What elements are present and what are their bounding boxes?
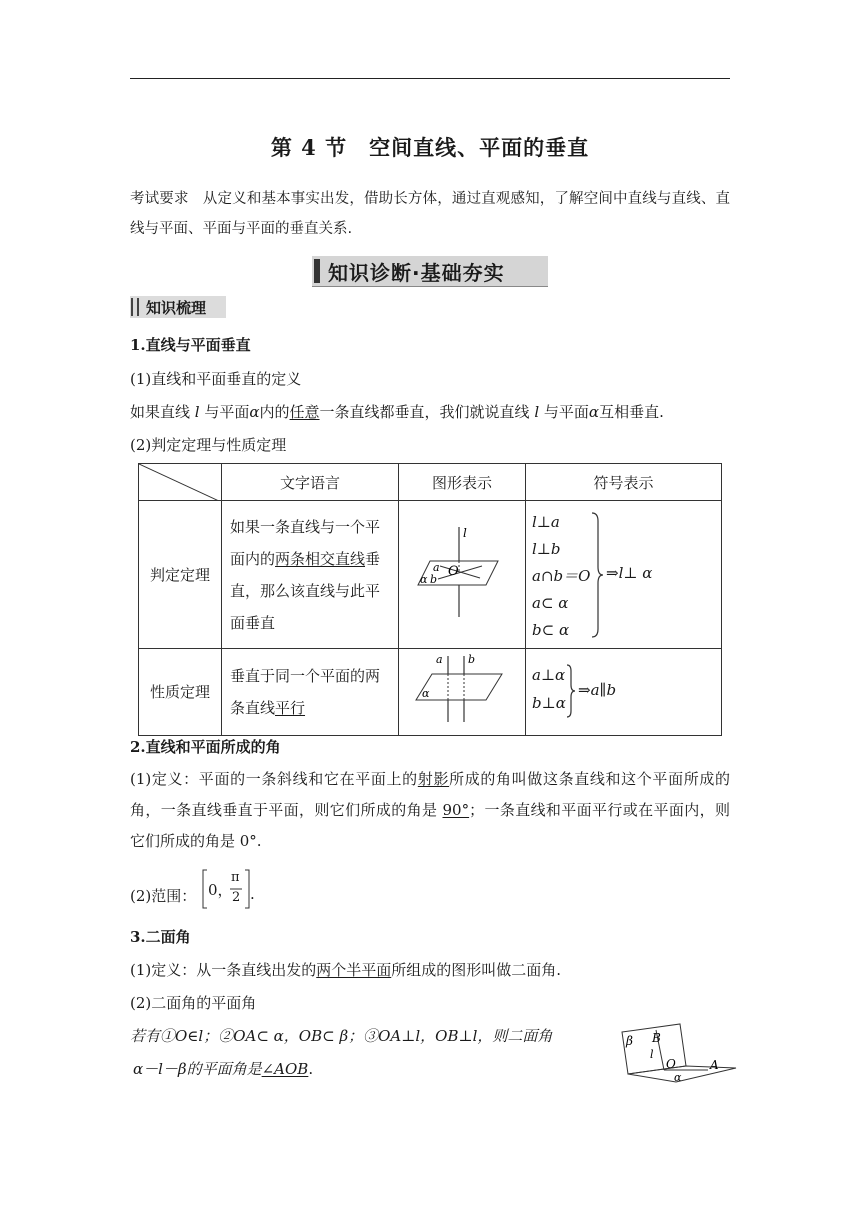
conclusion-part: .	[308, 1060, 314, 1078]
s2-heading: 2.直线和平面所成的角	[130, 738, 281, 756]
s2-range-label: (2)范围：	[130, 887, 197, 905]
symbol-item: a∩b＝O	[532, 567, 591, 585]
diagonal-line	[139, 464, 219, 501]
s3-conclusion	[133, 1058, 313, 1079]
range-pi: π	[231, 870, 240, 885]
row-key-term: 平行	[275, 699, 306, 717]
symbol-conclusion: ⇒a∥b	[578, 681, 617, 699]
fig3-label-l: l	[650, 1048, 654, 1061]
def-part: 互相垂直.	[599, 403, 664, 421]
fig3-label-o: O	[666, 1057, 676, 1071]
s3-conditions: 若有①O∈l；②OA⊂ α，OB⊂ β；③OA⊥l，OB⊥l，则二面角	[130, 1027, 553, 1045]
def-key-term: 任意	[289, 403, 320, 421]
page-title: 第 4 节 空间直线、平面的垂直	[270, 135, 590, 160]
row-symbol	[526, 649, 722, 736]
parallel-lines-figure	[400, 650, 524, 730]
fig1-label-a: a	[433, 560, 440, 574]
row-name: 判定定理	[139, 501, 222, 649]
def-part: 所成的角叫做这条直线和这个平面所成的角，一条直线垂直于平面，则它们所成的角是	[130, 770, 730, 819]
right-brace	[566, 663, 576, 719]
symbol-conclusion: ⇒l⊥ α	[606, 564, 653, 582]
fig2-label-a: a	[436, 653, 443, 666]
right-brace	[590, 511, 604, 639]
conclusion-part: α－l－β的平面角是	[133, 1060, 262, 1078]
def-part: 如果直线	[130, 403, 195, 421]
symbol-item: b⊥α	[532, 694, 566, 712]
requirement-text: 从定义和基本事实出发，借助长方体，通过直观感知，了解空间中直线与直线、直线与平面、平面与平面的垂直关系.	[130, 191, 731, 237]
banner-bar	[314, 259, 320, 283]
conclusion-key-term: ∠AOB	[261, 1060, 309, 1078]
table-header-row	[139, 464, 722, 501]
fig3-label-alpha: α	[674, 1071, 682, 1084]
theorem-table	[138, 463, 722, 736]
header-rule	[130, 78, 730, 79]
def-key-term: 90°	[442, 801, 470, 819]
row-key-term: 两条相交直线	[275, 549, 366, 568]
table-row	[139, 501, 722, 649]
var-alpha: α	[588, 403, 600, 421]
symbol-item: l⊥a	[532, 513, 560, 531]
banner-title: 知识诊断·基础夯实	[328, 261, 505, 285]
fig3-label-a: A	[710, 1058, 719, 1072]
s1-sub1: (1)直线和平面垂直的定义	[130, 370, 302, 388]
fig3-label-b: B	[652, 1031, 661, 1045]
def-part: 与平面	[539, 403, 589, 421]
diagonal-cell	[139, 464, 222, 501]
subsection-tag	[130, 296, 226, 318]
dihedral-angle-figure	[616, 1018, 740, 1086]
s1-heading: 1.直线与平面垂直	[130, 336, 251, 354]
fig1-label-l: l	[463, 525, 467, 540]
header-text: 文字语言	[222, 464, 399, 501]
def-part: 内的	[259, 403, 290, 421]
var-l: l	[534, 403, 540, 421]
fig3-label-beta: β	[626, 1034, 633, 1048]
symbol-item: b⊂ α	[532, 621, 570, 639]
symbol-item: l⊥b	[532, 540, 561, 558]
row-text	[222, 501, 399, 649]
s3-definition	[130, 959, 730, 980]
row-text-part: 如果一条直线与一个平面内的	[230, 517, 381, 568]
row-text	[222, 649, 399, 736]
exam-requirement	[130, 184, 730, 244]
var-alpha: α	[249, 403, 260, 421]
section-banner	[312, 256, 548, 287]
row-name: 性质定理	[139, 649, 222, 736]
row-text-part: 垂直，那么该直线与此平面垂直	[230, 549, 381, 632]
row-figure	[399, 649, 526, 736]
def-key-term: 射影	[417, 770, 450, 788]
symbol-list	[532, 509, 590, 644]
header-symbol: 符号表示	[526, 464, 722, 501]
symbol-item: a⊥α	[532, 666, 566, 684]
fig1-label-o: O	[448, 563, 459, 579]
def-part: ；一条直线和平面平行或在平面内，则它们所成的角是 0°.	[130, 801, 730, 850]
requirement-label: 考试要求	[130, 191, 189, 207]
tag-bars	[131, 298, 139, 316]
symbol-list	[532, 661, 566, 717]
def-key-term: 两个半平面	[316, 961, 392, 979]
def-part: 所组成的图形叫做二面角.	[391, 961, 562, 979]
fig2-label-alpha: α	[422, 687, 430, 700]
s2-definition	[130, 764, 730, 857]
range-zero: 0，	[208, 881, 233, 899]
row-symbol	[526, 501, 722, 649]
row-figure	[399, 501, 526, 649]
table-row	[139, 649, 722, 736]
s1-sub2: (2)判定定理与性质定理	[130, 436, 287, 454]
def-part: 一条直线都垂直，我们就说直线	[319, 403, 535, 421]
fig2-label-b: b	[468, 653, 476, 666]
perpendicular-plane-figure	[400, 503, 524, 643]
range-two: 2	[232, 890, 241, 905]
def-part: (1)定义：从一条直线出发的	[130, 961, 317, 979]
s3-heading: 3.二面角	[130, 928, 191, 946]
tag-title: 知识梳理	[146, 299, 207, 317]
symbol-item: a⊂ α	[532, 594, 569, 612]
s2-range-interval	[202, 868, 250, 910]
row-text-part: 垂直于同一个平面的两条直线	[230, 667, 381, 717]
header-figure: 图形表示	[399, 464, 526, 501]
fig1-label-alpha: α	[420, 572, 428, 586]
def-part: (1)定义：平面的一条斜线和它在平面上的	[130, 770, 418, 788]
def-part: 与平面	[199, 403, 250, 421]
s2-range-end: .	[250, 885, 255, 903]
s1-definition	[130, 401, 730, 422]
fig1-label-b: b	[430, 572, 438, 586]
s3-sub2: (2)二面角的平面角	[130, 994, 257, 1012]
var-l: l	[194, 403, 200, 421]
